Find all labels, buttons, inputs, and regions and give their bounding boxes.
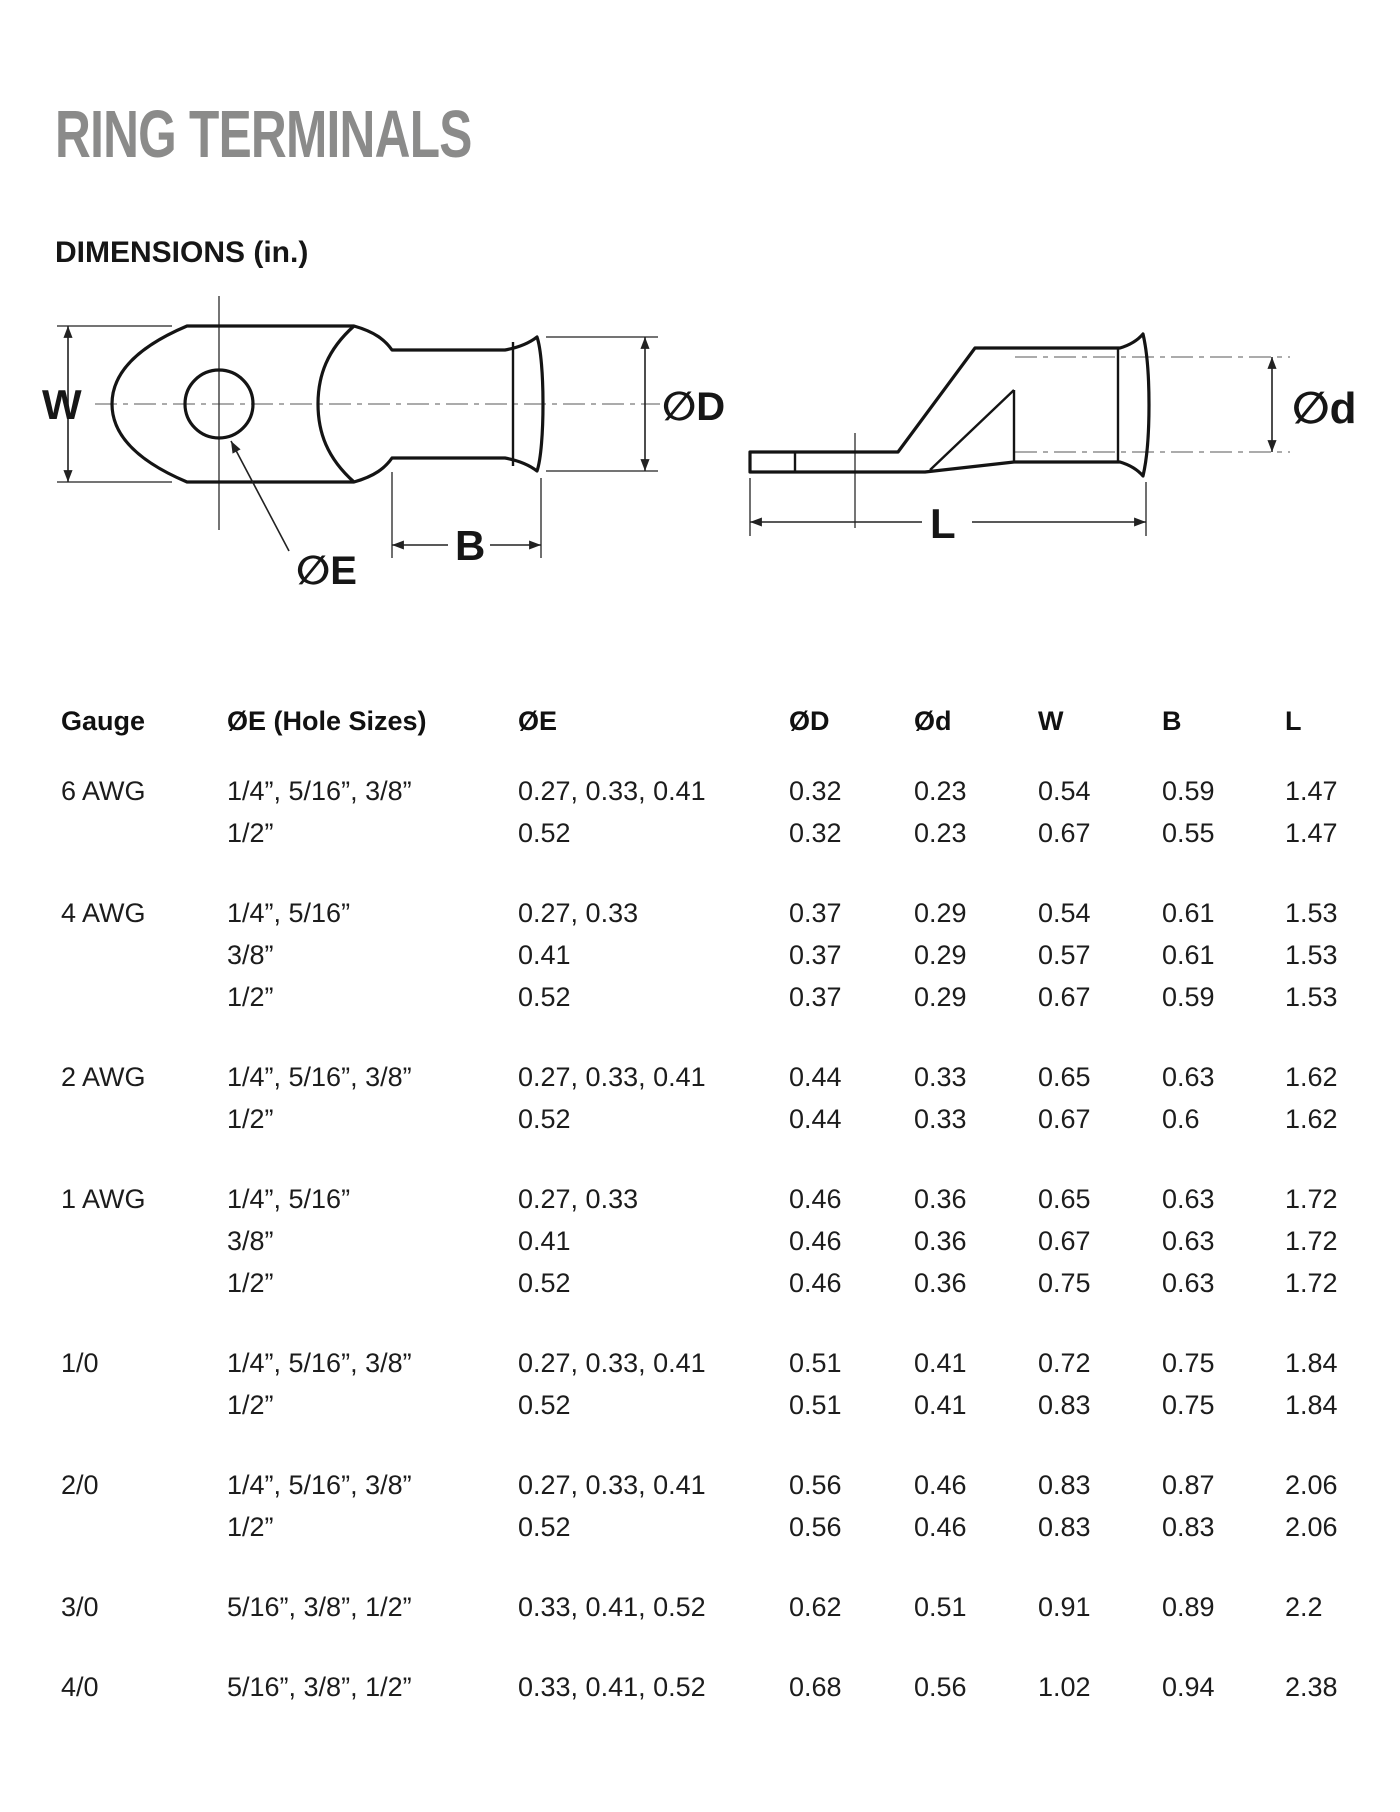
cell: 0.56 <box>789 1469 842 1500</box>
table-row <box>61 1056 1395 1098</box>
cell: 0.52 <box>518 1511 571 1542</box>
table-row <box>61 1262 1395 1304</box>
cell: 0.6 <box>1162 1103 1200 1134</box>
cell: 0.27, 0.33, 0.41 <box>518 1347 706 1378</box>
cell: 1/4”, 5/16”, 3/8” <box>227 775 412 806</box>
cell: 0.51 <box>789 1347 842 1378</box>
cell: 2.2 <box>1285 1591 1323 1622</box>
cell: 1/4”, 5/16”, 3/8” <box>227 1469 412 1500</box>
cell: 1 AWG <box>61 1183 146 1214</box>
cell: 0.52 <box>518 1389 571 1420</box>
cell: 0.94 <box>1162 1671 1215 1702</box>
cell: 2.38 <box>1285 1671 1338 1702</box>
cell: 0.51 <box>789 1389 842 1420</box>
cell: 1/4”, 5/16”, 3/8” <box>227 1061 412 1092</box>
cell: 0.67 <box>1038 1103 1091 1134</box>
cell: 0.33, 0.41, 0.52 <box>518 1671 706 1702</box>
cell: 1.02 <box>1038 1671 1091 1702</box>
table-body <box>61 770 1395 1708</box>
cell: 1.72 <box>1285 1183 1338 1214</box>
cell: 0.36 <box>914 1225 967 1256</box>
table-row <box>61 892 1395 934</box>
column-header: B <box>1162 705 1182 736</box>
cell: 0.68 <box>789 1671 842 1702</box>
cell: 0.55 <box>1162 817 1215 848</box>
cell: 0.41 <box>518 939 571 970</box>
cell: 0.37 <box>789 897 842 928</box>
table-row <box>61 1098 1395 1140</box>
cell: 0.52 <box>518 1103 571 1134</box>
cell: 0.32 <box>789 775 842 806</box>
cell: 1/2” <box>227 1511 274 1542</box>
cell: 1.72 <box>1285 1267 1338 1298</box>
table-row <box>61 1384 1395 1426</box>
cell: 0.63 <box>1162 1225 1215 1256</box>
cell: 0.52 <box>518 1267 571 1298</box>
cell: 1.47 <box>1285 775 1338 806</box>
cell: 0.61 <box>1162 939 1215 970</box>
table-row <box>61 1666 1395 1708</box>
gauge-group <box>61 892 1395 1018</box>
cell: 0.54 <box>1038 897 1091 928</box>
cell: 0.91 <box>1038 1591 1091 1622</box>
cell: 1.53 <box>1285 981 1338 1012</box>
table-header <box>61 700 1395 742</box>
cell: 0.75 <box>1162 1347 1215 1378</box>
cell: 0.36 <box>914 1183 967 1214</box>
cell: 0.61 <box>1162 897 1215 928</box>
cell: 0.83 <box>1038 1469 1091 1500</box>
table-row <box>61 1342 1395 1384</box>
cell: 0.36 <box>914 1267 967 1298</box>
label-outer-diameter-d: ∅D <box>662 385 726 429</box>
cell: 1.72 <box>1285 1225 1338 1256</box>
gauge-group <box>61 1586 1395 1628</box>
cell: 0.83 <box>1038 1389 1091 1420</box>
cell: 1/2” <box>227 981 274 1012</box>
column-header: ØE (Hole Sizes) <box>227 705 427 736</box>
gauge-group <box>61 1342 1395 1426</box>
cell: 0.63 <box>1162 1183 1215 1214</box>
cell: 0.59 <box>1162 981 1215 1012</box>
cell: 0.29 <box>914 981 967 1012</box>
cell: 2.06 <box>1285 1469 1338 1500</box>
dimensions-table <box>61 700 1395 1708</box>
cell: 0.67 <box>1038 981 1091 1012</box>
table-row <box>61 1464 1395 1506</box>
cell: 0.51 <box>914 1591 967 1622</box>
table-row <box>61 1220 1395 1262</box>
table-row <box>61 976 1395 1018</box>
cell: 0.63 <box>1162 1267 1215 1298</box>
cell: 1/4”, 5/16” <box>227 897 351 928</box>
cell: 0.52 <box>518 981 571 1012</box>
cell: 0.41 <box>914 1347 967 1378</box>
cell: 0.23 <box>914 817 967 848</box>
cell: 0.33 <box>914 1103 967 1134</box>
cell: 1/0 <box>61 1347 99 1378</box>
side-view-drawing <box>750 334 1357 547</box>
column-header: W <box>1038 705 1064 736</box>
cell: 1.62 <box>1285 1061 1338 1092</box>
cell: 0.41 <box>914 1389 967 1420</box>
column-header: Gauge <box>61 705 146 736</box>
cell: 0.44 <box>789 1061 842 1092</box>
cell: 0.27, 0.33, 0.41 <box>518 775 706 806</box>
table-row <box>61 934 1395 976</box>
cell: 0.27, 0.33, 0.41 <box>518 1061 706 1092</box>
gauge-group <box>61 1056 1395 1140</box>
front-view-drawing <box>42 296 725 593</box>
cell: 0.46 <box>789 1225 842 1256</box>
cell: 5/16”, 3/8”, 1/2” <box>227 1591 412 1622</box>
table-row <box>61 812 1395 854</box>
cell: 0.44 <box>789 1103 842 1134</box>
cell: 0.27, 0.33, 0.41 <box>518 1469 706 1500</box>
cell: 1/2” <box>227 1389 274 1420</box>
cell: 0.83 <box>1038 1511 1091 1542</box>
label-inner-diameter-d: ∅d <box>1292 384 1357 433</box>
cell: 0.52 <box>518 817 571 848</box>
column-header: Ød <box>914 705 952 736</box>
cell: 0.27, 0.33 <box>518 897 639 928</box>
cell: 0.67 <box>1038 1225 1091 1256</box>
cell: 0.54 <box>1038 775 1091 806</box>
table-row <box>61 770 1395 812</box>
cell: 0.29 <box>914 939 967 970</box>
cell: 0.46 <box>789 1267 842 1298</box>
cell: 0.57 <box>1038 939 1091 970</box>
cell: 1/2” <box>227 1103 274 1134</box>
table-row <box>61 1178 1395 1220</box>
gauge-group <box>61 770 1395 854</box>
cell: 1.62 <box>1285 1103 1338 1134</box>
cell: 1/4”, 5/16”, 3/8” <box>227 1347 412 1378</box>
column-header: ØE <box>518 705 558 736</box>
label-barrel-b: B <box>455 522 486 569</box>
cell: 1/2” <box>227 1267 274 1298</box>
cell: 0.46 <box>789 1183 842 1214</box>
cell: 0.56 <box>789 1511 842 1542</box>
cell: 0.59 <box>1162 775 1215 806</box>
cell: 0.83 <box>1162 1511 1215 1542</box>
gauge-group <box>61 1464 1395 1548</box>
cell: 3/8” <box>227 1225 274 1256</box>
cell: 1.84 <box>1285 1389 1338 1420</box>
cell: 1.47 <box>1285 817 1338 848</box>
cell: 0.67 <box>1038 817 1091 848</box>
cell: 1/4”, 5/16” <box>227 1183 351 1214</box>
cell: 1.53 <box>1285 897 1338 928</box>
cell: 0.56 <box>914 1671 967 1702</box>
cell: 0.32 <box>789 817 842 848</box>
cell: 1.53 <box>1285 939 1338 970</box>
cell: 0.46 <box>914 1469 967 1500</box>
cell: 0.33 <box>914 1061 967 1092</box>
cell: 0.62 <box>789 1591 842 1622</box>
cell: 0.75 <box>1162 1389 1215 1420</box>
cell: 2.06 <box>1285 1511 1338 1542</box>
cell: 2 AWG <box>61 1061 146 1092</box>
cell: 6 AWG <box>61 775 146 806</box>
cell: 3/0 <box>61 1591 99 1622</box>
cell: 1.84 <box>1285 1347 1338 1378</box>
cell: 0.37 <box>789 939 842 970</box>
dimension-drawings <box>0 0 1400 640</box>
label-hole-e: ∅E <box>296 549 357 593</box>
cell: 4/0 <box>61 1671 99 1702</box>
cell: 0.65 <box>1038 1183 1091 1214</box>
gauge-group <box>61 1666 1395 1708</box>
cell: 0.33, 0.41, 0.52 <box>518 1591 706 1622</box>
gauge-group <box>61 1178 1395 1304</box>
label-width-w: W <box>42 381 82 428</box>
cell: 0.41 <box>518 1225 571 1256</box>
cell: 4 AWG <box>61 897 146 928</box>
column-header: ØD <box>789 705 830 736</box>
cell: 0.65 <box>1038 1061 1091 1092</box>
cell: 0.46 <box>914 1511 967 1542</box>
cell: 0.63 <box>1162 1061 1215 1092</box>
label-length-l: L <box>930 500 956 547</box>
column-header: L <box>1285 705 1302 736</box>
table-row <box>61 1506 1395 1548</box>
cell: 0.87 <box>1162 1469 1215 1500</box>
cell: 0.75 <box>1038 1267 1091 1298</box>
cell: 2/0 <box>61 1469 99 1500</box>
cell: 0.37 <box>789 981 842 1012</box>
cell: 0.89 <box>1162 1591 1215 1622</box>
cell: 3/8” <box>227 939 274 970</box>
cell: 1/2” <box>227 817 274 848</box>
cell: 5/16”, 3/8”, 1/2” <box>227 1671 412 1702</box>
cell: 0.23 <box>914 775 967 806</box>
section-heading: DIMENSIONS (in.) <box>55 236 309 269</box>
table-row <box>61 1586 1395 1628</box>
cell: 0.29 <box>914 897 967 928</box>
cell: 0.27, 0.33 <box>518 1183 639 1214</box>
cell: 0.72 <box>1038 1347 1091 1378</box>
page-title: RING TERMINALS <box>55 97 472 172</box>
